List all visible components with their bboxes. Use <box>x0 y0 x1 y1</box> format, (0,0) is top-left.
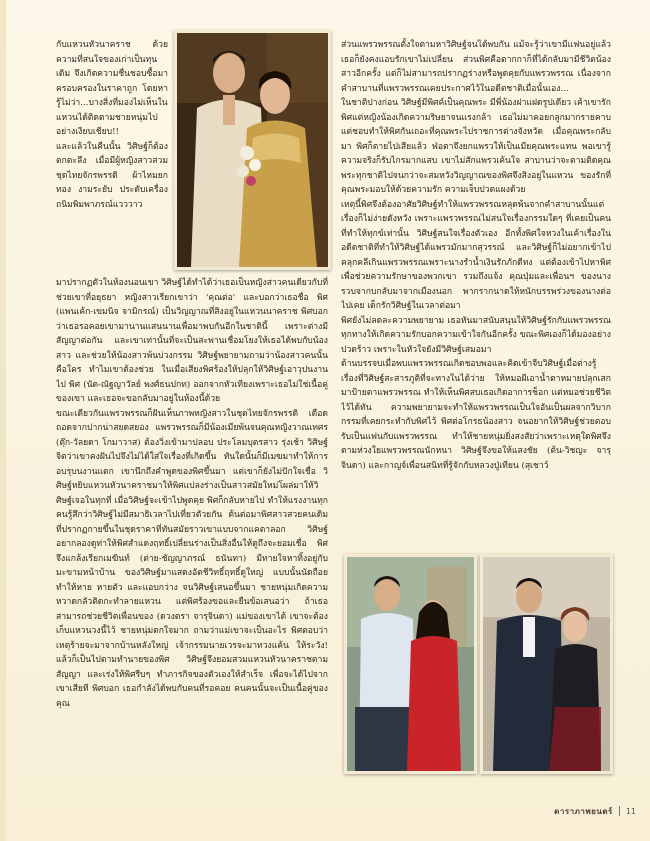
photo-couple-left <box>344 554 477 774</box>
page-number: 11 <box>625 806 636 816</box>
photo-couple-left-illustration <box>347 557 474 771</box>
page-footer <box>476 804 636 818</box>
photo-couple-right-illustration <box>483 557 610 771</box>
article-column-right: ส่วนแพรวพรรณตั้งใจตามหาวิศิษฐ์จนได้พบกัน แม้จะรู้ว่าเขามีแฟนอยู่แล้ว เธอก็ยังคงแอบรักเขาไม่เปลี่ยน ส่วนพิศคือตากกาก็ที่ได้กลับมามีชีวิตน้องสาวอีกครั้ง แต่ก็ไม่สามารถปรากฏร่างหรือพูดคุยกับแพรวพรรณ เนื่องจากคำสาบานที่แพรวพรรณเคยประกาศไว้ในอดีตชาติเมื่อนั้นเอง... ในชาติปางก่อน วิศิษฐ์มีพิศค์เป็นคุณพระ มีพี่น้องฝาแฝดรูปเดียว เค้าเขารักพิศแต่หญิงน้องเกิดความริษยาจนแรงกล้า เธอไม่มาคอยกลูกมากรายคาบ แต่ชอบทำให้พิศกันเถอะที่คุณพระไปราชการต่างจังหวัด เมื่อคุณพระกลับมา พิศก็ตายไปเสียแล้ว ฟ่อตาจึงยกแพรวให้เป็นเมียคุณพระแทน พอเขารู้ความจริงก็รับไกรมากแสบ เขาไม่สักแพรวเค้นใจ สาบานว่าจะตามติดคุณพระทุกชาติไปจนกว่าจะสมหวังวิญญาณของพิศจึงสิงอยู่ในแหวน ของรักที่คุณพระมอบให้ด้วยความรัก ความเจ็บปวดแผงด้วย เหตุนี้พิศจึงต้องอาศัยวิศิษฐ์ทำให้แพรวพรรณหลุดพ้นจากคำสาบานนั้นแต่เรื่องก็ไม่ง่ายดังหวัง เพราะแพรวพรรณไม่สนใจเรื่องกรรมใดๆ ที่เคยเป็นคนที่ทำให้ทุกข์เท่านั้น วิศิษฐ์สนใจเรื่องตัวเอง อีกทั้งพิศใจหวงในเค้าเรื่องในอดีตชาติที่ทำให้วิศิษฐ์ได้แพรวมักมากสุวรรณ์ และวิศิษฐ์ก็ไม่อยากเข้าไปคลุกคลีเกินแพรวพรรณเพราะนางรำน้ำเงินรักภักดีทง แต่ต้องเข้าไปหาพิศเพื่อช่วยความรักษาของพวกเขา รวมถึงแจ้ง คุณปุ่มและเพื่อนฯ ของนางรวบจากบกลับมาจากเมืองนอก พากรากนาดให้หนักบรรพร่วงของนางต่อไปเคย เด็กรักวิศิษฐ์ในเวลาต่อมา พิศยังไม่ลดละความพยายาม เธอหันมาสนับสนุนให้วิศิษฐ์รักกับแพรวพรรณ ทุกทางให้เกิดความรักบอกความเข้าใจกันอีกครั้ง ขณะพิศเองก็ได้มองอย่างปวดร้าว เพราะในหัวใจยังมีวิศิษฐ์เสมอมา ด้านบรรจบเมื่อพบแพรวพรรณเกิดชอบพอและคิดเข้าจีบวิศิษฐ์เมื่อต่างรู้เรื่องที่วิศิษฐ์สะสารภูติที่จะทางในได้ว่าย ให้หมอผีเอาน้ำตาหมายปลุกเสกมาป้ายตาแพรวพรรณ ทำให้เห็นพิศสบเธอเกิดอาการช็อก แต่หมอช่วยชีวิตไว้ได้ทัน ความพยายามจะทำให้แพรวพรรณเป็นใจอันเป็นผลจากวิบากกรรมที่เคยกระทำกับพิศไว้ พิศต่อโกรธน้องสาว จนอยากให้วิศิษฐ์ช่วยตอบรับเป็นแฟนกับแพรวพรรณ ทำให้ชายหนุ่มยิ่งสงสัยว่าเพราะเหตุใดพิศจึงตามห่วงใยแพรวพรรณนักหนา วิศิษฐ์จึงขอให้แสงชัย (ต้น-วิชญะ จารุจินดา) และกาญจ์เพื่อนสนิทที่รู้จักกับหลวงปู่เทียน (สุเชาว์ <box>341 40 611 471</box>
article-column-left: มาปรากฏตัวในห้องนอนเขา วิศิษฐ์ได้ทำได้ว่าเธอเป็นหญิงสาวคนเดียวกับที่ช่วยเขาที่อยุธยา หญิงสาวเรียกเขาว่า 'คุณต่อ' และบอกว่าเธอชื่อ พิศ (แพนเค้ก-เขมนิจ จามิกรณ์) เป็นวิญญาณที่สิงอยู่ในแหวนนาคราช พิศบอกว่าเธอรอคอยเขามานานแสนนานเพื่อมาพบกันอีกในชาตินี้ เพราะต่างมีสัญญาต่อกัน และเขาเท่านั้นที่จะเป็นสะพานเชื่อมโยงให้เธอได้พบกับน้องสาว และช่วยให้น้องสาวพ้นบ่วงกรรม วิศิษฐ์พยายามถามว่าน้องสาวคนนั้นคือใคร ทำไมเขาต้องช่วย ในเมื่อเสียงพิศร้องให้ปลุกให้วิศิษฐ์เอาวุปนงานไป พิศ (นัด-ณัฐญาวัลย์ พงศ์ธนปกท) ออกจากหัวเทียงเพราะเธอไม่ใช่เนื้อคู่ของเขา และเธอจะขอกลับมาอยู่ในห้องนี้ด้วย ขณะเดียวกันแพรวพรรณก็ฝันเห็นภาพหญิงสาวในชุดไทยจักรพรรดิ เดือดถอดจากปากน่าสยดสยอง แพรวพรรณก็มีน้องเมียพ้นจนคุณหญิงวาณเทศร (ตุ๊ก-วัลยดา โกมาวาส) ต้องวิ่งเข้ามาปลอบ ประโลมบุตรสาว รุ่งเช้า วิศิษฐ์จิตว่าเขาคงฝันไปจึงไม่ได้ใส่ใจเรื่องที่เกิดขึ้น ทันใดนั้นก็มีเมฆมาทำให้การอบรุบนงานแตก เขานึกถึงคำพูดของพิศขึ้นมา แต่เขาก็ยังไม่ปักใจเชื่อ วิศิษฐ์หยิบแหวนหัวนาคราชมาให้พิศแปลงร่างเป็นสาวสมัยใหม่โผล่มาให้วิศิษฐ์เจอในทุกที่ เมื่อวิศิษฐ์จะเข้าไปพูดคุย พิศก็กลับหายไป ทำให้แรงงานทุกคนรู้สึกว่าวิศิษฐ์ไม่มีสมาธิเวลาไปเที่ยวตัวยกัน ต้นต่อมาพิศสาวสวยคนเดิมที่ปรากฏกายขึ้นในชุดราคาที่ทันสมัยราวเขาแบบจากแคตาลอก วิศิษฐ์อยากลองดูท่าให้พิศสำแดงฤทธิ์เปลี่ยนร่างเป็นสิ่งอื่นให้ดูถึงจะยอมเชื่อ พิศจึงแกล้งเรียกเมฆินท์ (ต่าย-ชัญญาภรณ์ ธนันทา) มีทายใจหาทิ้งอยู่กับมะขามหน้าบ้าน ของวิศิษฐ์มาแสดงอัตชีวิทธิ์ฤทธิ์ดูใหญ่ แบบนั้นนัดถือย ทำให้หาย หายตัว และแอบกว่าง จนวิศิษฐ์เสนอขึ้นมา ชายหนุ่มเกิดความหวาดกลัวติดกะทำลายแหวน แต่พิศร้องขอและยืนข้อเสนอว่า ถ้าเธอสามารถช่วยชีวิตเพื่อนของ (ดวงตรา จารุจินดา) แม่ของเขาได้ เขาจะต้องเก็บแหวนวงนี้ไว้ ชายหนุ่มตกใจมาก ถามว่าแม่เขาจะเป็นอะไร พิศตอบว่าเหตุร้ายจะมาจากบ้านหลังใหญ่ เจ้ากรรมนายเวรจะมาทวงแค้น ให้ระวัง! แล้วก็เป็นไปตามทำนายของพิศ วิศิษฐ์จึงยอมสวมแหวนหัวนาคราชตามสัญญา และเร่งให้พิศรีบๆ ทำภารกิจของตัวเองให้สำเร็จ เพื่อจะได้ไปจากเขาเสียที พิศบอก เธอกำลังได้พบกับคนที่รอคอย คนคนนั้นจะเป็นเนื้อคู่ของคุณ <box>56 278 328 709</box>
article-column-narrow: กับแหวนหัวนาคราช ด้วยความที่สนใจของเก่าเป็นทุนเดิม จึงเกิดความชื่นชอบซื้อมาครอบครองในราคาถูก โดยหารู้ไม่ว่า...บางสิ่งที่มองไม่เห็นในแหวนได้ติดตามชายหนุ่มไปอย่างเงียบเชียบ!! และแล้วในคืนนั้น วิศิษฐ์ก็ต้องตกตะลึง เมื่อมีผู้หญิงสาวสวมชุดไทยจักรพรรดิ ผ้าไหมยกทอง งามระยับ ประดับเครื่องถนิมพิมพาภรณ์แวววาว <box>56 40 168 210</box>
photo-couple-right <box>480 554 613 774</box>
magazine-name: ดาราภาพยนตร์ <box>554 806 613 816</box>
photo-couple-wedding-illustration <box>177 33 328 267</box>
photo-couple-wedding <box>174 30 331 270</box>
footer-divider <box>619 806 620 816</box>
